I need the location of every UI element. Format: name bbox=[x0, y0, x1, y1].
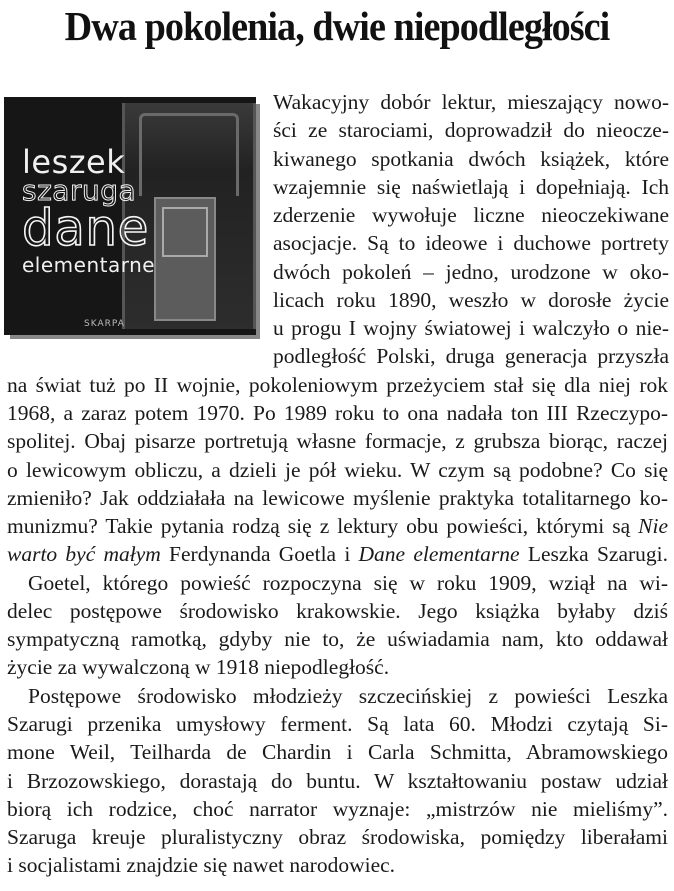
text-line: i socjalistami znajdzie się nawet narodowiec. bbox=[7, 853, 396, 877]
text-line: delec postępowe środowisko krakowskie. Jego książka byłaby dziś bbox=[7, 599, 668, 623]
text-line: życie za wywalczoną w 1918 niepodległość. bbox=[7, 655, 390, 679]
book-cover-image bbox=[4, 97, 256, 335]
text-line: zmieniło? Jak oddziałała na lewicowe myślenie praktyka totalitarnego ko- bbox=[7, 486, 668, 510]
text-line: mone Weil, Teilharda de Chardin i Carla Schmitta, Abramowskiego bbox=[7, 740, 668, 764]
text-line: podległość Polski, druga generacja przyszła bbox=[273, 344, 669, 368]
text-line: Postępowe środowisko młodzieży szczecińskiej z powieści Leszka bbox=[28, 684, 668, 708]
text-line: na świat tuż po II wojnie, pokoleniowym przeżyciem stał się dla niej rok bbox=[7, 373, 668, 397]
cover-door-graphic bbox=[154, 197, 216, 321]
cover-shadow-bottom bbox=[10, 335, 260, 339]
text-line: spolitej. Obaj pisarze portretują własne formacje, z grubsza biorąc, raczej bbox=[7, 429, 668, 453]
cover-shadow-right bbox=[256, 104, 260, 338]
text-line: Szaruga kreuje pluralistyczny obraz środowiska, pomiędzy liberałami bbox=[7, 825, 668, 849]
cover-author-first: leszek bbox=[22, 143, 126, 181]
text-line: o lewicowym obliczu, a dzieli je pół wieku. W czym są podobne? Co się bbox=[7, 458, 668, 482]
text-line: u progu I wojny światowej i walczyło o nie- bbox=[273, 316, 669, 340]
text-line: munizmu? Takie pytania rodzą się z lektury obu powieści, którymi są Nie bbox=[7, 514, 669, 538]
text-line: 1968, a zaraz potem 1970. Po 1989 roku to ona nadała ton III Rzeczypo- bbox=[7, 401, 668, 425]
text-line: Wakacyjny dobór lektur, mieszający nowo- bbox=[273, 90, 669, 114]
text-line: warto być małym Ferdynanda Goetla i Dane elementarne Leszka Szarugi. bbox=[7, 542, 669, 566]
text-line: kiwanego spotkania dwóch książek, które bbox=[273, 147, 669, 171]
cover-title-2: elementarne bbox=[22, 253, 156, 277]
cover-publisher: SKARPA bbox=[84, 319, 125, 329]
text-line: biorą ich rodzice, choć narrator wyznaje: „mistrzów nie mieliśmy”. bbox=[7, 797, 668, 821]
text-line: zderzenie wywołuje liczne nieoczekiwane bbox=[273, 203, 669, 227]
text-line: Szarugi przenika umysłowy ferment. Są lata 60. Młodzi czytają Si- bbox=[7, 712, 668, 736]
text-line: asocjacje. Są to ideowe i duchowe portrety bbox=[273, 231, 669, 255]
text-line: i Brzozowskiego, dorastają do buntu. W kształtowaniu postaw udział bbox=[7, 769, 668, 793]
article-title: Dwa pokolenia, dwie niepodległości bbox=[64, 3, 610, 49]
text-line: dwóch pokoleń – jedno, urodzone w oko- bbox=[273, 260, 669, 284]
text-line: licach roku 1890, weszło w dorosłe życie bbox=[273, 288, 669, 312]
cover-author-last: szaruga bbox=[22, 174, 137, 207]
text-line: wzajemnie się naświetlają i dopełniają. Ich bbox=[273, 175, 669, 199]
text-line: sympatyczną ramotką, gdyby nie to, że uświadamia nam, kto oddawał bbox=[7, 627, 668, 651]
cover-title-1: dane bbox=[22, 199, 149, 257]
text-line: ści ze starociami, doprowadził do nieocze- bbox=[273, 118, 669, 142]
text-line: Goetel, którego powieść rozpoczyna się w roku 1909, wziął na wi- bbox=[28, 571, 668, 595]
